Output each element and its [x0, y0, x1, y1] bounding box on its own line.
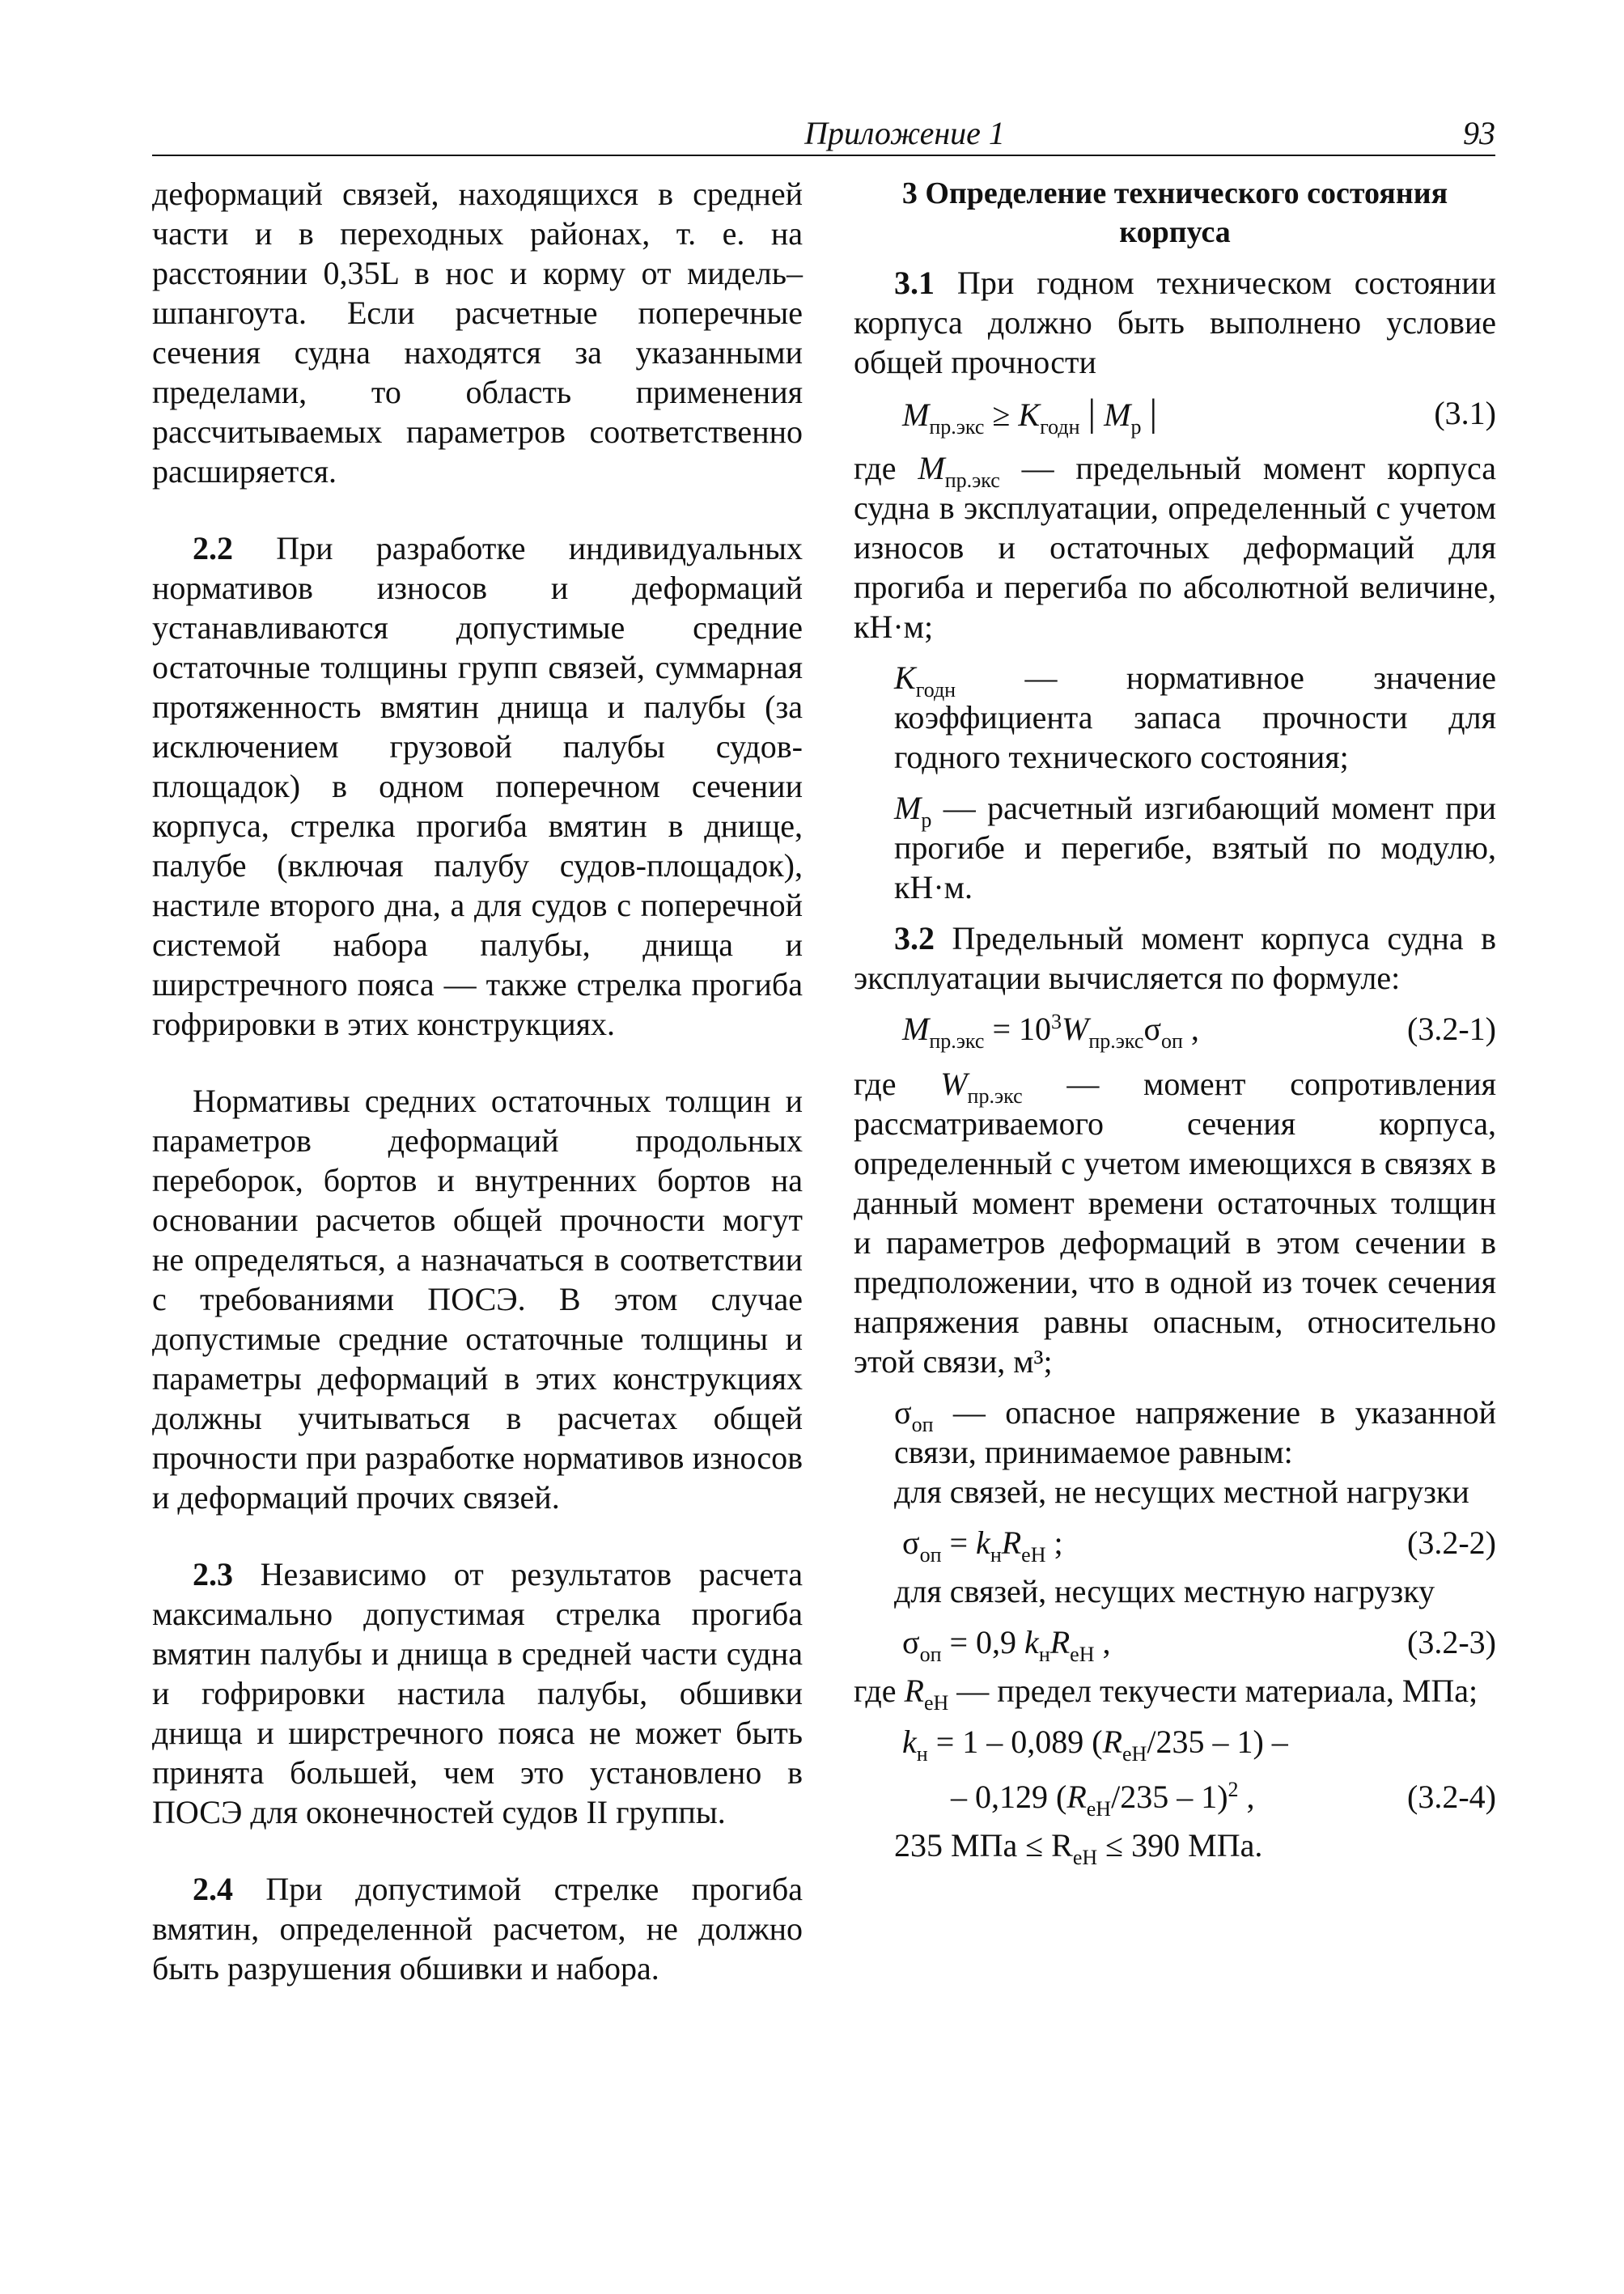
section-title: 3 Определение технического состояния корпуса — [901, 176, 1448, 249]
equation-number: (3.2-4) — [1407, 1779, 1496, 1815]
formula: $M_{пр.экс} = 10^3W_{пр.экс}\sigma_{оп}$ , — [902, 1010, 1199, 1053]
clause-number: 3.2 — [894, 920, 935, 956]
equation-3-2-4-line2 — [854, 1770, 1496, 1821]
header-rule — [152, 155, 1495, 156]
paragraph-continuation: деформаций связей, находящихся в средней части и в переходных районах, т. е. на расстоянии 0,35L в нос и корму от мидель–шпангоута. Если расчетные поперечные сечения судна находятся за указанными пределами, то область применения рассчитываемых параметров соответственно расширяется. — [152, 176, 803, 490]
clause-number: 2.4 — [193, 1871, 233, 1907]
definition-reh: где $R_{eH}$ — предел текучести материала, МПа; — [854, 1673, 1478, 1715]
running-header — [152, 113, 1495, 154]
clause-number: 3.1 — [894, 265, 935, 301]
formula: $\sigma_{оп} = 0,9$ $k_нR_{eH}$ , — [902, 1624, 1111, 1666]
equation-number: (3.2-2) — [1407, 1524, 1496, 1561]
header-title: Приложение 1 — [804, 115, 1005, 151]
validity-range: 235 МПа ≤ $R_{eH} \le 390$ МПа. — [894, 1827, 1263, 1869]
paragraph-2-3: 2.3 Независимо от результатов расчета максимально допустимая стрелка прогиба вмятин палубы и днища в средней части судна и гофрировки настила палубы, обшивки днища и ширстречного пояса не может быть принята большей, чем это установлено в ПОСЭ для оконечностей судов II группы. — [152, 1556, 803, 1830]
case-no-local-load: для связей, не несущих местной нагрузки — [894, 1474, 1469, 1510]
equation-3-2-4-line1 — [854, 1715, 1496, 1766]
right-column — [854, 174, 1497, 1869]
left-column — [152, 174, 803, 1988]
definition-m-limit: где $M_{пр.экс}$ — предельный момент корпуса судна в эксплуатации, определенный с учетом износов и остаточных деформаций для прогиба и перегиба по абсолютной величине, кН·м; — [854, 450, 1497, 645]
equation-3-2-1 — [854, 1003, 1496, 1059]
paragraph-norms: Нормативы средних остаточных толщин и параметров деформаций продольных переборок, бортов и внутренних бортов на основании расчетов общей прочности могут не определяться, а назначаться в соответствии с требованиями ПОСЭ. В этом случае допустимые средние остаточные толщины и параметры деформаций в этих конструкциях должны учитываться в расчетах общей прочности при разработке нормативов износов и деформаций прочих связей. — [152, 1083, 803, 1516]
paragraph-2-2: 2.2 При разработке индивидуальных нормативов износов и деформаций устанавливаются допустимые средние остаточные толщины групп связей, суммарная протяженность вмятин днища и палубы (за исключением грузовой палубы судов-площадок) в одном поперечном сечении корпуса, стрелка прогиба вмятин в днище, палубе (включая палубу судов-площадок), настиле второго дна, а для судов с поперечной системой набора палубы, днища и ширстречного пояса — также стрелка прогиба гофрировки в этих конструкциях. — [152, 530, 803, 1042]
definition-m-calc: $M_р$ — расчетный изгибающий момент при прогибе и перегибе, взятый по модулю, кН·м. — [894, 790, 1496, 905]
formula: $M_{пр.экс} \ge K_{годн}$ | $M_р$ | — [902, 392, 1158, 439]
formula: $\sigma_{оп} = k_нR_{eH}$ ; — [902, 1524, 1063, 1567]
case-local-load: для связей, несущих местную нагрузку — [894, 1573, 1435, 1609]
equation-number: (3.2-1) — [1407, 1011, 1496, 1047]
paragraph-3-2: 3.2 Предельный момент корпуса судна в эксплуатации вычисляется по формуле: — [854, 920, 1496, 996]
equation-number: (3.2-3) — [1407, 1624, 1496, 1660]
page-number: 93 — [1463, 115, 1495, 151]
definition-w: где $W_{пр.экс}$ — момент сопротивления рассматриваемого сечения корпуса, определенный с учетом имеющихся в связях в данный момент времени остаточных толщин и параметров деформаций в этом сечении в предположении, что в одной из точек сечения напряжения равны опасным, относительно этой связи, м³; — [854, 1066, 1497, 1380]
equation-3-2-2 — [854, 1516, 1496, 1567]
definition-k: $K_{годн}$ — нормативное значение коэффициента запаса прочности для годного технического состояния; — [894, 659, 1496, 775]
formula: $k_н = 1 - 0,089$ $(R_{eH}/235 - 1)$ – — [902, 1724, 1288, 1766]
paragraph-3-1: 3.1 При годном техническом состоянии корпуса должно быть выполнено условие общей прочности — [854, 265, 1496, 380]
paragraph-2-4: 2.4 При допустимой стрелке прогиба вмятин, определенной расчетом, не должно быть разрушения обшивки и набора. — [152, 1871, 803, 1987]
equation-3-2-3 — [854, 1616, 1496, 1666]
formula: – 0,129 $(R_{eH}/235 - 1)^2$ , — [951, 1778, 1255, 1821]
equation-number: (3.1) — [1434, 395, 1496, 431]
clause-number: 2.2 — [193, 530, 233, 566]
clause-number: 2.3 — [193, 1556, 233, 1592]
definition-sigma: $\sigma_{оп}$ — опасное напряжение в указанной связи, принимаемое равным: — [894, 1394, 1496, 1470]
equation-3-1 — [854, 387, 1496, 443]
